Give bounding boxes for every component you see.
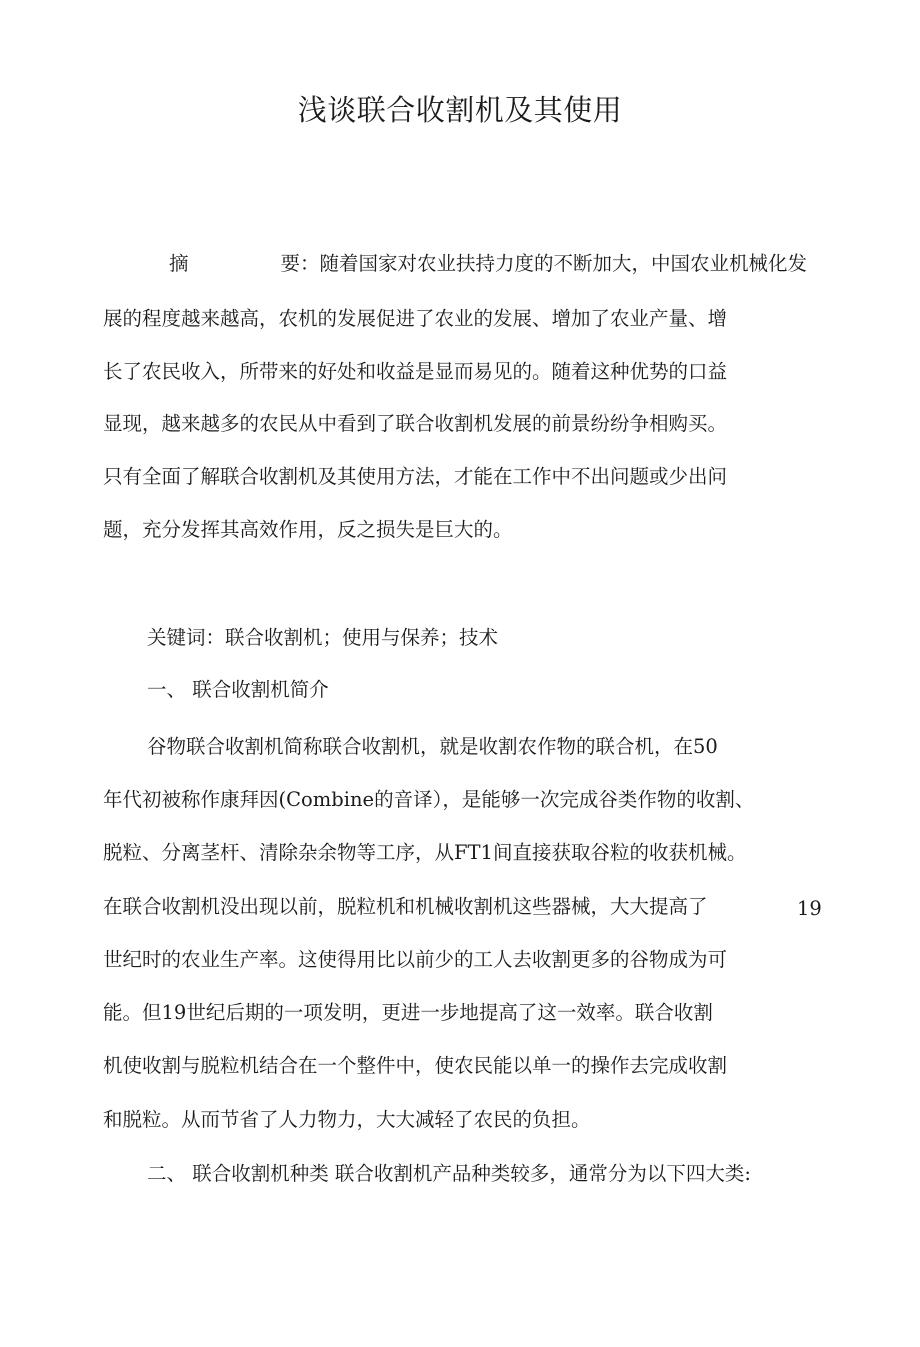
body-line: 和脱粒。从而节省了人力物力，大大减轻了农民的负担。: [103, 1108, 591, 1131]
section-2-line: 二、 联合收割机种类 联合收割机产品种类较多，通常分为以下四大类:: [147, 1162, 751, 1185]
abstract-line: 长了农民收入，所带来的好处和收益是显而易见的。随着这种优势的口益: [103, 360, 728, 383]
abstract-label-a: 摘: [169, 252, 189, 275]
body-line: 能。但19世纪后期的一项发明，更进一步地提高了这一效率。联合收割: [103, 1001, 713, 1024]
abstract-line: 随着国家对农业扶持力度的不断加大，中国农业机械化发: [319, 252, 808, 275]
section-1-heading: 一、 联合收割机简介: [147, 678, 329, 701]
abstract-line: 展的程度越来越高，农机的发展促进了农业的发展、增加了农业产量、增: [103, 307, 728, 330]
abstract-line: 只有全面了解联合收割机及其使用方法，才能在工作中不出问题或少出问: [103, 465, 728, 488]
document-title: 浅谈联合收割机及其使用: [297, 93, 623, 127]
trailing-number: 19: [797, 897, 822, 920]
abstract-first-line: [169, 254, 807, 274]
abstract-line: 题，充分发挥其高效作用，反之损失是巨大的。: [103, 518, 513, 541]
keywords: 关键词：联合收割机；使用与保养；技术: [147, 626, 499, 649]
body-line: 脱粒、分离茎杆、清除杂余物等工序，从FT1间直接获取谷粒的收获机械。: [103, 841, 747, 864]
body-line: 在联合收割机没出现以前，脱粒机和机械收割机这些器械，大大提高了: [103, 895, 708, 918]
abstract-line: 显现，越来越多的农民从中看到了联合收割机发展的前景纷纷争相购买。: [103, 412, 728, 435]
body-line: 机使收割与脱粒机结合在一个整件中，使农民能以单一的操作去完成收割: [103, 1054, 728, 1077]
body-line: 年代初被称作康拜因(Combine的音译），是能够一次完成谷类作物的收割、: [103, 788, 755, 811]
body-line: 谷物联合收割机简称联合收割机，就是收割农作物的联合机，在50: [147, 735, 718, 758]
abstract-label-b: 要：: [280, 252, 320, 275]
body-line: 世纪时的农业生产率。这使得用比以前少的工人去收割更多的谷物成为可: [103, 948, 728, 971]
